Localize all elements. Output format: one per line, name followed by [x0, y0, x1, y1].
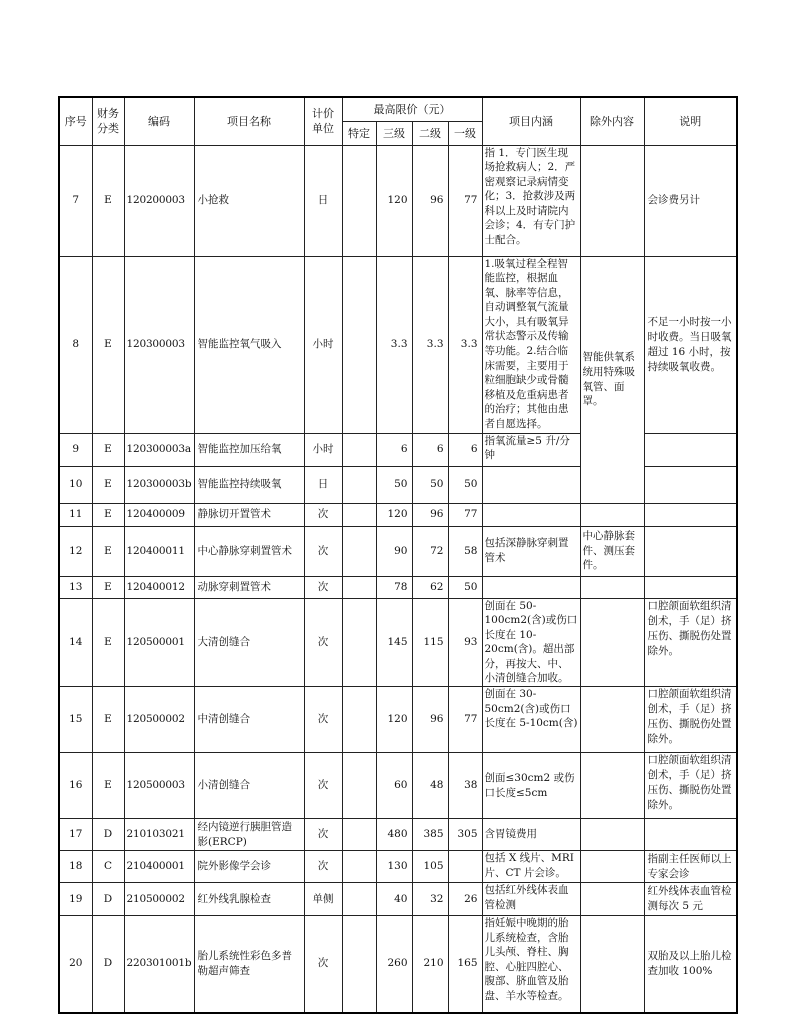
cell-note: [644, 526, 737, 576]
cell-code: 120200003: [124, 145, 194, 256]
cell-price-level3: 145: [376, 598, 412, 687]
cell-price-level2: 96: [412, 503, 448, 526]
cell-content: [482, 466, 580, 503]
cell-finance: E: [92, 598, 124, 687]
cell-price-level1: [448, 851, 482, 883]
table-row: [59, 145, 737, 256]
cell-name: 智能监控加压给氧: [194, 433, 304, 466]
cell-note: 指副主任医师以上专家会诊: [644, 851, 737, 883]
cell-price-level2: 32: [412, 883, 448, 916]
cell-finance: E: [92, 433, 124, 466]
cell-unit: 次: [304, 916, 342, 1013]
table-row: [59, 256, 737, 433]
header-code: 编码: [124, 97, 194, 145]
cell-price-level1: 77: [448, 145, 482, 256]
cell-code: 220301001b: [124, 916, 194, 1013]
cell-price-level1: 6: [448, 433, 482, 466]
cell-code: 210103021: [124, 819, 194, 851]
cell-price-level1: 50: [448, 576, 482, 598]
cell-price-level3: 120: [376, 687, 412, 753]
cell-exclusion: 智能供氧系统用特殊吸氧管、面罩。: [580, 256, 644, 503]
cell-special: [342, 433, 376, 466]
cell-content: 包括深静脉穿刺置管术: [482, 526, 580, 576]
cell-price-level1: 93: [448, 598, 482, 687]
cell-price-level1: 77: [448, 687, 482, 753]
cell-unit: 小时: [304, 256, 342, 433]
header-level2: 二级: [412, 121, 448, 145]
cell-special: [342, 503, 376, 526]
cell-finance: E: [92, 576, 124, 598]
cell-name: 经内镜逆行胰胆管造影(ERCP): [194, 819, 304, 851]
cell-special: [342, 753, 376, 819]
header-exclusion: 除外内容: [580, 97, 644, 145]
cell-price-level3: 480: [376, 819, 412, 851]
cell-price-level3: 40: [376, 883, 412, 916]
cell-exclusion: 中心静脉套件、测压套件。: [580, 526, 644, 576]
cell-seq: 20: [59, 916, 92, 1013]
cell-seq: 17: [59, 819, 92, 851]
cell-exclusion: [580, 916, 644, 1013]
cell-content: 含胃镜费用: [482, 819, 580, 851]
cell-price-level1: 77: [448, 503, 482, 526]
cell-seq: 18: [59, 851, 92, 883]
cell-seq: 16: [59, 753, 92, 819]
cell-seq: 13: [59, 576, 92, 598]
cell-price-level3: 60: [376, 753, 412, 819]
cell-content: 创面在 50-100cm2(含)或伤口长度在 10-20cm(含)。超出部分，再按大、中、小清创缝合加收。: [482, 598, 580, 687]
cell-unit: 单侧: [304, 883, 342, 916]
cell-price-level2: 50: [412, 466, 448, 503]
cell-price-level2: 96: [412, 145, 448, 256]
cell-unit: 次: [304, 753, 342, 819]
cell-price-level2: 96: [412, 687, 448, 753]
cell-special: [342, 687, 376, 753]
cell-code: 120500003: [124, 753, 194, 819]
cell-note: [644, 466, 737, 503]
cell-content: 1.吸氧过程全程智能监控，根据血氧、脉率等信息，自动调整氧气流量大小，具有吸氧异常状态警示及传输等功能。2.结合临床需要，主要用于粒细胞缺少或骨髓移植及危重病患者的治疗；其他由患者自愿选择。: [482, 256, 580, 433]
header-unit: 计价单位: [304, 97, 342, 145]
cell-price-level2: 62: [412, 576, 448, 598]
header-level1: 一级: [448, 121, 482, 145]
cell-code: 120300003a: [124, 433, 194, 466]
cell-code: 210400001: [124, 851, 194, 883]
cell-seq: 11: [59, 503, 92, 526]
cell-code: 120300003b: [124, 466, 194, 503]
price-table-page: [58, 96, 736, 1014]
cell-seq: 9: [59, 433, 92, 466]
cell-unit: 日: [304, 466, 342, 503]
table-row: [59, 851, 737, 883]
cell-finance: E: [92, 687, 124, 753]
cell-code: 120500002: [124, 687, 194, 753]
cell-name: 中心静脉穿刺置管术: [194, 526, 304, 576]
cell-special: [342, 576, 376, 598]
table-row: [59, 916, 737, 1013]
cell-price-level2: 105: [412, 851, 448, 883]
header-max-price: 最高限价（元）: [342, 97, 482, 121]
table-row: [59, 753, 737, 819]
cell-special: [342, 883, 376, 916]
cell-seq: 14: [59, 598, 92, 687]
cell-code: 120400012: [124, 576, 194, 598]
table-row: [59, 598, 737, 687]
cell-price-level2: 385: [412, 819, 448, 851]
cell-note: [644, 576, 737, 598]
cell-unit: 日: [304, 145, 342, 256]
cell-content: [482, 576, 580, 598]
cell-content: 指氧流量≥5 升/分钟: [482, 433, 580, 466]
cell-exclusion: [580, 687, 644, 753]
header-content: 项目内涵: [482, 97, 580, 145]
cell-price-level2: 3.3: [412, 256, 448, 433]
cell-finance: E: [92, 145, 124, 256]
header-note: 说明: [644, 97, 737, 145]
cell-special: [342, 851, 376, 883]
cell-price-level1: 50: [448, 466, 482, 503]
cell-price-level3: 90: [376, 526, 412, 576]
table-row: [59, 503, 737, 526]
cell-exclusion: [580, 576, 644, 598]
cell-name: 智能监控氧气吸入: [194, 256, 304, 433]
cell-note: [644, 819, 737, 851]
cell-name: 小清创缝合: [194, 753, 304, 819]
cell-finance: D: [92, 819, 124, 851]
cell-note: 口腔颌面软组织清创术，手（足）挤压伤、撕脱伤处置除外。: [644, 753, 737, 819]
cell-content: 创面≤30cm2 或伤口长度≤5cm: [482, 753, 580, 819]
cell-price-level1: 38: [448, 753, 482, 819]
cell-unit: 次: [304, 819, 342, 851]
table-row: [59, 576, 737, 598]
cell-special: [342, 916, 376, 1013]
cell-note: 不足一小时按一小时收费。当日吸氧超过 16 小时，按持续吸氧收费。: [644, 256, 737, 433]
cell-unit: 次: [304, 851, 342, 883]
cell-price-level3: 120: [376, 503, 412, 526]
cell-price-level2: 6: [412, 433, 448, 466]
cell-finance: E: [92, 466, 124, 503]
table-row: [59, 883, 737, 916]
cell-price-level3: 3.3: [376, 256, 412, 433]
cell-name: 院外影像学会诊: [194, 851, 304, 883]
cell-note: 红外线体表血管检测每次 5 元: [644, 883, 737, 916]
cell-name: 静脉切开置管术: [194, 503, 304, 526]
cell-exclusion: [580, 819, 644, 851]
cell-note: 会诊费另计: [644, 145, 737, 256]
cell-note: 双胎及以上胎儿检查加收 100%: [644, 916, 737, 1013]
cell-code: 120500001: [124, 598, 194, 687]
cell-exclusion: [580, 598, 644, 687]
header-level3: 三级: [376, 121, 412, 145]
cell-content: 指妊娠中晚期的胎儿系统检查，含胎儿头颅、脊柱、胸腔、心脏四腔心、腹部、脐血管及胎盘、羊水等检查。: [482, 916, 580, 1013]
cell-seq: 15: [59, 687, 92, 753]
cell-price-level3: 260: [376, 916, 412, 1013]
cell-code: 120400011: [124, 526, 194, 576]
cell-special: [342, 145, 376, 256]
cell-special: [342, 819, 376, 851]
cell-seq: 10: [59, 466, 92, 503]
cell-price-level1: 3.3: [448, 256, 482, 433]
cell-special: [342, 526, 376, 576]
cell-price-level2: 210: [412, 916, 448, 1013]
cell-special: [342, 466, 376, 503]
cell-price-level3: 78: [376, 576, 412, 598]
cell-unit: 小时: [304, 433, 342, 466]
cell-finance: C: [92, 851, 124, 883]
cell-price-level2: 115: [412, 598, 448, 687]
cell-name: 智能监控持续吸氧: [194, 466, 304, 503]
cell-seq: 19: [59, 883, 92, 916]
cell-name: 中清创缝合: [194, 687, 304, 753]
cell-note: 口腔颌面软组织清创术，手（足）挤压伤、撕脱伤处置除外。: [644, 598, 737, 687]
cell-price-level3: 50: [376, 466, 412, 503]
header-name: 项目名称: [194, 97, 304, 145]
cell-exclusion: [580, 503, 644, 526]
table-row: [59, 526, 737, 576]
cell-finance: E: [92, 256, 124, 433]
table-row: [59, 819, 737, 851]
cell-unit: 次: [304, 598, 342, 687]
cell-seq: 7: [59, 145, 92, 256]
cell-note: [644, 503, 737, 526]
cell-content: 指 1．专门医生现场抢救病人；2．严密观察记录病情变化；3．抢救涉及两科以上及时请院内会诊；4．有专门护士配合。: [482, 145, 580, 256]
cell-content: 包括 X 线片、MRI 片、CT 片会诊。: [482, 851, 580, 883]
cell-price-level1: 26: [448, 883, 482, 916]
header-special: 特定: [342, 121, 376, 145]
cell-price-level3: 130: [376, 851, 412, 883]
cell-special: [342, 598, 376, 687]
cell-name: 红外线乳腺检查: [194, 883, 304, 916]
cell-note: 口腔颌面软组织清创术，手（足）挤压伤、撕脱伤处置除外。: [644, 687, 737, 753]
cell-finance: E: [92, 753, 124, 819]
cell-exclusion: [580, 851, 644, 883]
cell-price-level3: 6: [376, 433, 412, 466]
cell-finance: E: [92, 526, 124, 576]
cell-name: 胎儿系统性彩色多普勒超声筛查: [194, 916, 304, 1013]
header-finance: 财务分类: [92, 97, 124, 145]
cell-finance: D: [92, 883, 124, 916]
cell-name: 动脉穿刺置管术: [194, 576, 304, 598]
cell-note: [644, 433, 737, 466]
header-seq: 序号: [59, 97, 92, 145]
cell-exclusion: [580, 753, 644, 819]
table-row: [59, 687, 737, 753]
cell-content: 创面在 30-50cm2(含)或伤口长度在 5-10cm(含): [482, 687, 580, 753]
cell-price-level1: 305: [448, 819, 482, 851]
cell-seq: 8: [59, 256, 92, 433]
cell-code: 120400009: [124, 503, 194, 526]
cell-code: 120300003: [124, 256, 194, 433]
cell-exclusion: [580, 145, 644, 256]
cell-finance: E: [92, 503, 124, 526]
cell-name: 大清创缝合: [194, 598, 304, 687]
cell-price-level1: 165: [448, 916, 482, 1013]
price-table: [58, 96, 738, 1014]
cell-unit: 次: [304, 576, 342, 598]
cell-name: 小抢救: [194, 145, 304, 256]
cell-price-level3: 120: [376, 145, 412, 256]
cell-unit: 次: [304, 526, 342, 576]
cell-seq: 12: [59, 526, 92, 576]
cell-price-level2: 72: [412, 526, 448, 576]
cell-price-level2: 48: [412, 753, 448, 819]
cell-content: 包括红外线体表血管检测: [482, 883, 580, 916]
cell-finance: D: [92, 916, 124, 1013]
cell-special: [342, 256, 376, 433]
cell-unit: 次: [304, 503, 342, 526]
cell-content: [482, 503, 580, 526]
cell-unit: 次: [304, 687, 342, 753]
cell-exclusion: [580, 883, 644, 916]
cell-code: 210500002: [124, 883, 194, 916]
cell-price-level1: 58: [448, 526, 482, 576]
